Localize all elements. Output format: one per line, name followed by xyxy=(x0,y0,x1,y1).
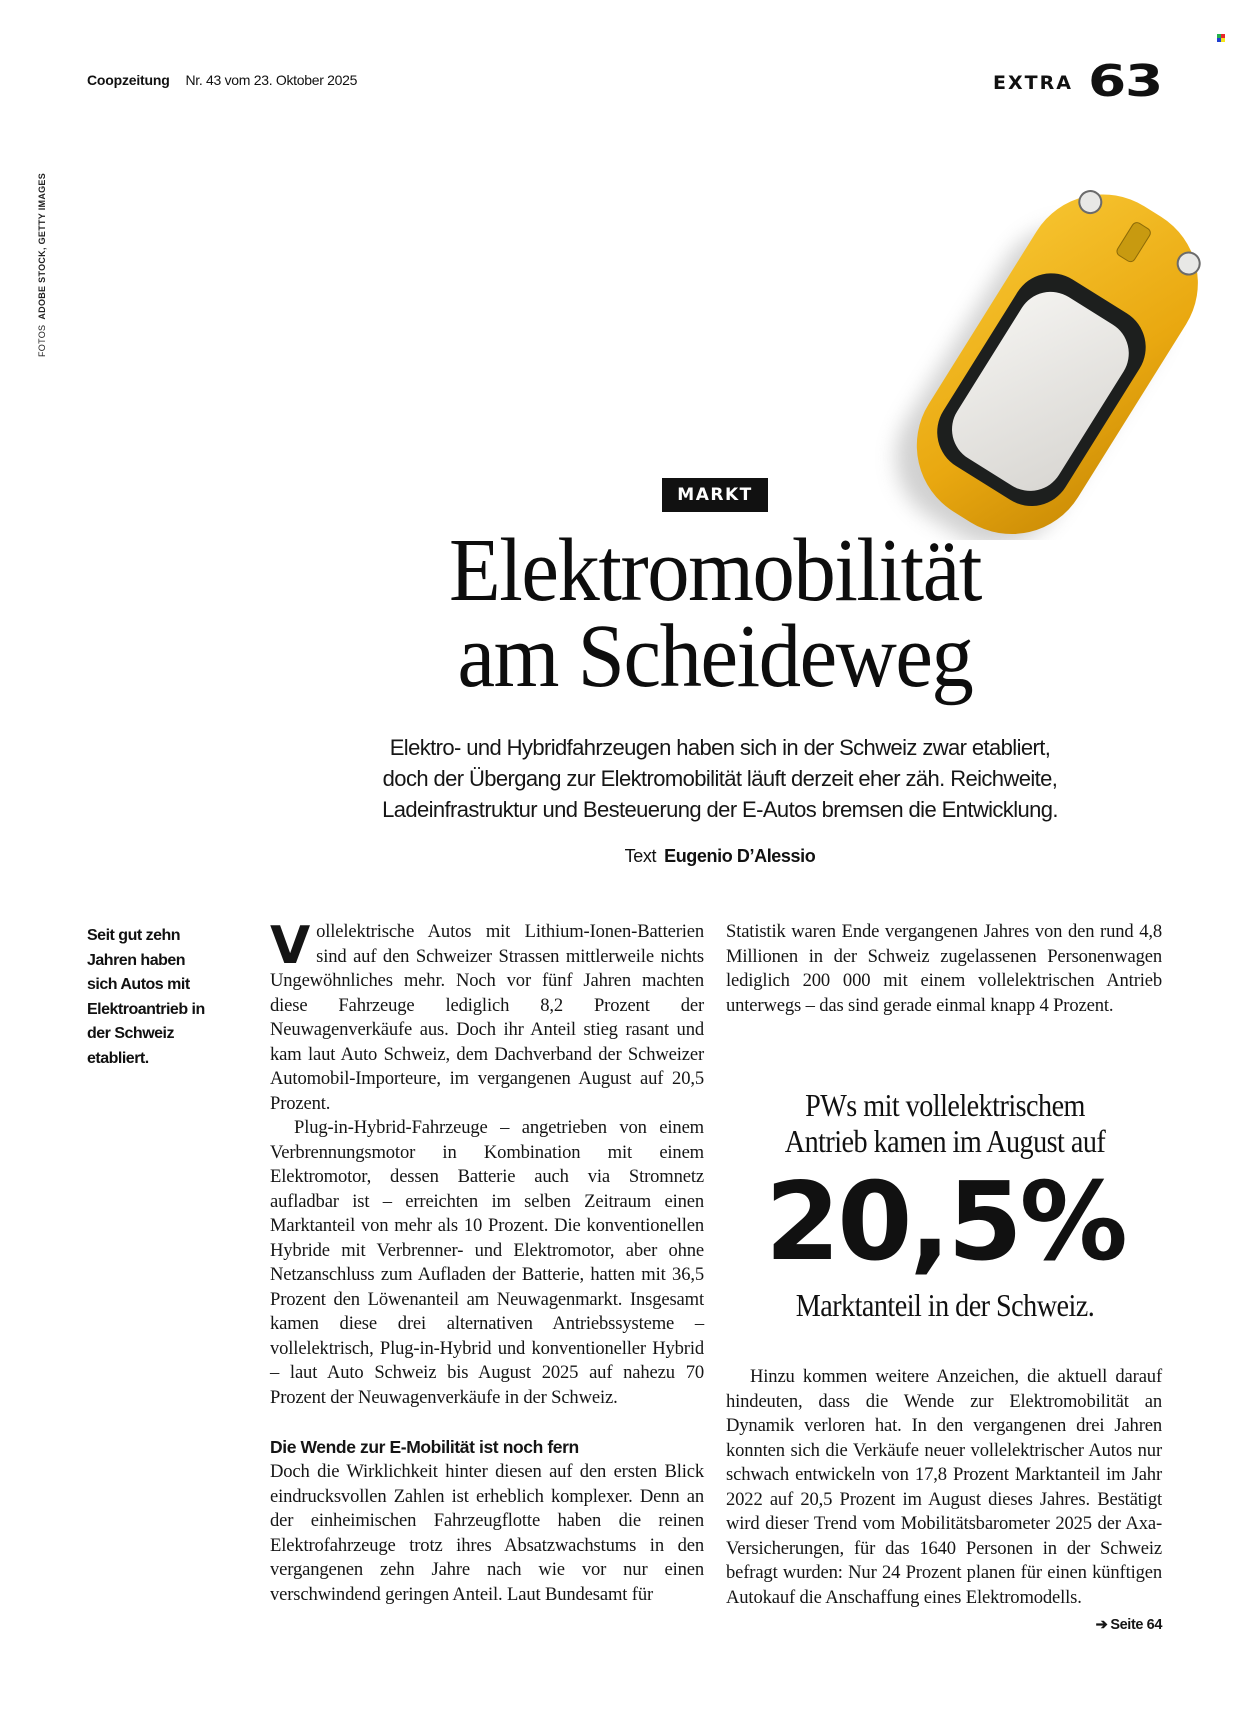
lead-paragraph xyxy=(320,732,1120,825)
continuation-link[interactable] xyxy=(1072,1613,1162,1638)
lead-line: Elektro- und Hybridfahrzeugen haben sich in der Schweiz zwar etabliert, xyxy=(389,735,1051,760)
article-column-1 xyxy=(270,916,704,1607)
car-photo xyxy=(870,160,1250,540)
color-chip-swatch xyxy=(1221,38,1225,42)
issue-info: Nr. 43 vom 23. Oktober 2025 xyxy=(185,72,358,88)
paragraph-text: Hinzu kommen weitere Anzeichen, die aktuell darauf hindeuten, dass die Wende zur Elektromobilität an Dynamik verloren hat. In den vergangenen drei Jahren konnten sich die Verkäufe neuer vollelektrischer Autos nur schwach entwickeln von 17,8 Prozent Marktanteil im Jahr 2022 auf 20,5 Prozent im August dieses Jahres. Bestätigt wird dieser Trend vom Mobilitätsbarometer 2025 der Axa-Versicherungen, für das 1640 Personen in der Schweiz befragt wurden: Nur 24 Prozent planen für einen künftigen Autokauf die Anschaffung eines Elektromodells. xyxy=(726,1366,1162,1608)
body-paragraph: Plug-in-Hybrid-Fahrzeuge – angetrieben von einem Verbrennungsmotor in Kombination mit einem Elektromotor, dessen Batterie auch via Stromnetz aufladbar ist – erreichten im selben Zeitraum einen Marktanteil von mehr als 10 Prozent. Die konventionellen Hybride mit Verbrenner- und Elektromotor, aber ohne Netzanschluss zum Aufladen der Batterie, hatten mit 36,5 Prozent den Löwenanteil am Neuwagenmarkt. Insgesamt kamen diese drei alternativen Antriebssysteme – vollelektrisch, Plug-in-Hybrid und konventioneller Hybrid – laut Auto Schweiz bis August 2025 auf nahezu 70 Prozent der Neuwagenverkäufe in der Schweiz. xyxy=(270,1117,704,1408)
photo-credit-sources: ADOBE STOCK, GETTY IMAGES xyxy=(37,172,47,320)
body-paragraph: Doch die Wirklichkeit hinter diesen auf den ersten Blick eindrucksvollen Zahlen ist erheblich komplexer. Denn an der einheimischen Fahrzeugflotte haben die reinen Elektrofahrzeuge trotz ihres Absatzwachstums in den vergangenen zehn Jahre nach wie vor nur einen verschwindend geringen Anteil. Laut Bundesamt für xyxy=(270,1461,704,1605)
byline-label: Text xyxy=(624,846,657,866)
subheading: Die Wende zur E-Mobilität ist noch fern xyxy=(270,1437,579,1457)
headline xyxy=(325,521,1105,706)
drop-cap: V xyxy=(270,916,311,976)
section-label: EXTRA xyxy=(993,72,1073,94)
pull-quote-outro: Marktanteil in der Schweiz. xyxy=(795,1287,1095,1323)
body-paragraph xyxy=(270,916,704,1116)
author-name: Eugenio D’Alessio xyxy=(664,846,816,866)
lead-line: doch der Übergang zur Elektromobilität läuft derzeit eher zäh. Reichweite, xyxy=(382,766,1058,791)
publication-name: Coopzeitung xyxy=(87,72,170,88)
pull-quote-intro: PWs mit vollelektrischem Antrieb kamen im August auf xyxy=(784,1087,1106,1159)
lead-line: Ladeinfrastruktur und Besteuerung der E-Autos bremsen die Entwicklung. xyxy=(382,797,1058,822)
publication-header xyxy=(87,72,357,88)
headline-line-1: Elektromobilität xyxy=(449,521,981,620)
article-column-2-top xyxy=(726,920,1162,1018)
arrow-right-icon: ➔ xyxy=(1095,1617,1108,1633)
byline xyxy=(320,846,1120,867)
section-kicker: MARKT xyxy=(662,478,768,512)
pull-quote-figure: 20,5% xyxy=(765,1160,1125,1285)
body-paragraph: Statistik waren Ende vergangenen Jahres von den rund 4,8 Millionen in der Schweiz zugelassenen Personenwagen lediglich 200 000 mit einem vollelektrischen Antrieb unterwegs – das sind gerade einmal knapp 4 Prozent. xyxy=(726,921,1162,1016)
article-column-2-bottom xyxy=(726,1365,1162,1638)
print-color-marker xyxy=(1217,34,1225,42)
headline-line-2: am Scheideweg xyxy=(457,607,973,706)
continuation-label: Seite 64 xyxy=(1110,1617,1162,1633)
photo-credit xyxy=(37,173,47,357)
page-number: 63 xyxy=(1088,56,1163,107)
pull-quote xyxy=(740,1087,1150,1323)
side-note: Seit gut zehn Jahren haben sich Autos mit Elektroantrieb in der Schweiz etabliert. xyxy=(87,927,205,1067)
body-paragraph xyxy=(726,1365,1162,1633)
photo-credit-label: FOTOS xyxy=(37,324,47,357)
paragraph-text: ollelektrische Autos mit Lithium-Ionen-Batterien sind auf den Schweizer Strassen mittlerweile nichts Ungewöhnliches mehr. Noch vor fünf Jahren machten diese Fahrzeuge lediglich 8,2 Prozent der Neuwagenverkäufe aus. Doch ihr Anteil stieg rasant und kam laut Auto Schweiz, dem Dachverband der Schweizer Automobil-Importeure, im vergangenen August auf 20,5 Prozent. xyxy=(270,921,704,1114)
